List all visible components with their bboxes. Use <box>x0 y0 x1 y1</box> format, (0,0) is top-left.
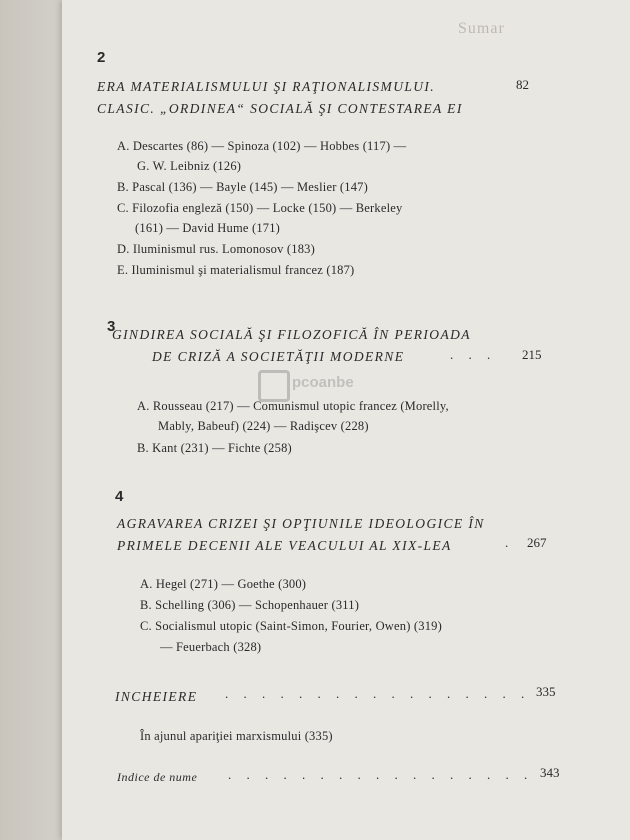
section-4-entry-b: B. Schelling (306) — Schopenhauer (311) <box>140 598 360 612</box>
watermark-logo-icon <box>258 370 290 402</box>
section-number-4: 4 <box>115 488 124 505</box>
conclusion-title: INCHEIERE <box>115 689 198 704</box>
section-3-leader-dots: . . . <box>450 347 497 362</box>
section-number-3: 3 <box>107 318 116 335</box>
index-title: Indice de nume <box>117 770 198 784</box>
section-2-entry-a-cont: G. W. Leibniz (126) <box>137 159 242 173</box>
watermark-text: pcoanbe <box>292 374 354 391</box>
section-4-entry-a: A. Hegel (271) — Goethe (300) <box>140 577 307 591</box>
section-2-title-line2: CLASIC. „ORDINEA“ SOCIALĂ ŞI CONTESTAREA EI <box>97 101 463 116</box>
section-2-entry-c: C. Filozofia engleză (150) — Locke (150) — Berkeley <box>117 201 403 215</box>
section-4-entry-c-cont: — Feuerbach (328) <box>160 640 262 654</box>
section-3-title-line2: DE CRIZĂ A SOCIETĂŢII MODERNE <box>152 349 405 364</box>
section-2-entry-e: E. Iluminismul şi materialismul francez (187) <box>117 263 355 277</box>
section-3-entry-a: A. Rousseau (217) — Comunismul utopic francez (Morelly, <box>137 399 449 413</box>
index-leader-dots: . . . . . . . . . . . . . . . . . <box>228 767 534 782</box>
conclusion-leader-dots: . . . . . . . . . . . . . . . . . <box>225 686 531 701</box>
section-4-title-line1: AGRAVAREA CRIZEI ŞI OPŢIUNILE IDEOLOGICE ÎN <box>117 516 485 531</box>
section-3-entry-b: B. Kant (231) — Fichte (258) <box>137 441 292 455</box>
section-3-page-number: 215 <box>522 347 542 362</box>
section-2-entry-a: A. Descartes (86) — Spinoza (102) — Hobbes (117) — <box>117 139 407 153</box>
section-4-leader-dots: . <box>505 535 515 550</box>
page-gutter <box>0 0 62 840</box>
section-2-title-line1: ERA MATERIALISMULUI ŞI RAŢIONALISMULUI. <box>97 79 436 94</box>
conclusion-page-number: 335 <box>536 684 556 699</box>
ghost-header-text: Sumar <box>458 20 505 37</box>
section-2-entry-d: D. Iluminismul rus. Lomonosov (183) <box>117 242 315 256</box>
watermark <box>258 370 378 430</box>
index-page-number: 343 <box>540 765 560 780</box>
section-3-entry-a-cont: Mably, Babeuf) (224) — Radişcev (228) <box>158 419 369 433</box>
conclusion-entry: În ajunul apariţiei marxismului (335) <box>140 729 333 743</box>
section-3-title-line1: GINDIREA SOCIALĂ ŞI FILOZOFICĂ ÎN PERIOADA <box>112 327 471 342</box>
section-4-title-line2: PRIMELE DECENII ALE VEACULUI AL XIX-LEA <box>117 538 452 553</box>
section-2-page-number: 82 <box>516 77 529 92</box>
section-number-2: 2 <box>97 49 106 66</box>
section-4-page-number: 267 <box>527 535 547 550</box>
section-2-entry-b: B. Pascal (136) — Bayle (145) — Meslier (147) <box>117 180 368 194</box>
section-4-entry-c: C. Socialismul utopic (Saint-Simon, Fourier, Owen) (319) <box>140 619 442 633</box>
section-2-entry-c-cont: (161) — David Hume (171) <box>135 221 281 235</box>
